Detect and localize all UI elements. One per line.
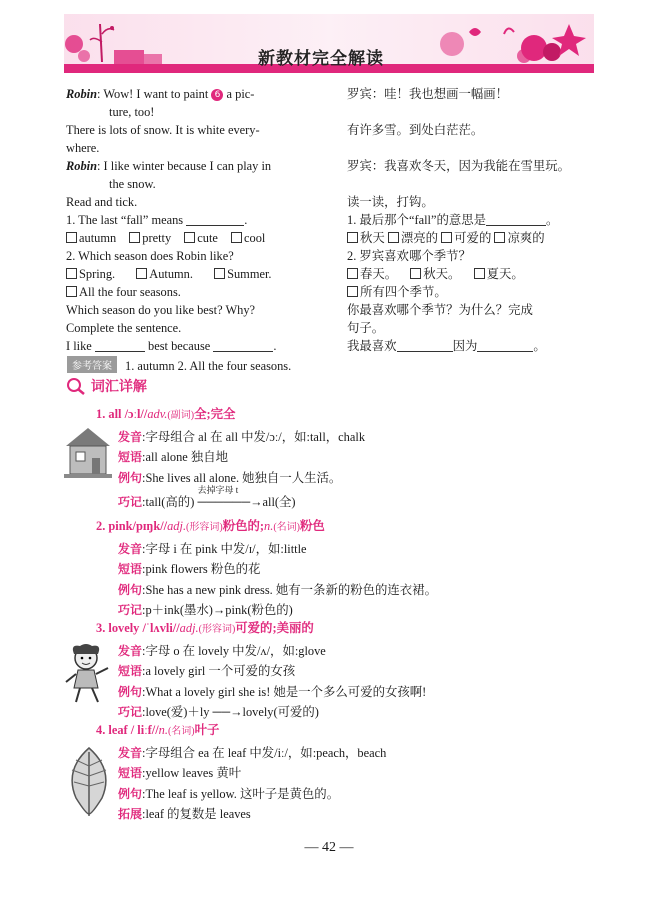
extension-row xyxy=(96,804,616,825)
answer-blank[interactable] xyxy=(95,339,145,352)
option-label: Summer. xyxy=(227,267,272,281)
checkbox[interactable] xyxy=(66,268,77,279)
pron-text: :字母组合 ea 在 leaf 中发/iː/，如:peach，beach xyxy=(142,745,387,760)
checkbox[interactable] xyxy=(184,232,195,243)
answer-blank xyxy=(486,213,546,226)
phrase-row xyxy=(96,559,616,580)
vocab-entry-leaf xyxy=(96,720,616,825)
pron-label: 发音 xyxy=(118,745,143,760)
sentence-part: 我最喜欢 xyxy=(347,339,397,353)
pos-chinese: (形容词) xyxy=(186,522,223,533)
tip-text: :p＋ink(墨水)→pink(粉色的) xyxy=(142,603,293,617)
answer-blank[interactable] xyxy=(213,339,273,352)
pos-chinese: (名词) xyxy=(167,726,195,737)
headword-line: 3. lovely /ˈlʌvli//adj.(形容词)可爱的;美丽的 xyxy=(96,621,314,635)
example-row xyxy=(96,682,616,703)
note-badge: 6 xyxy=(211,89,223,101)
pronunciation-row xyxy=(96,641,616,662)
pron-text: :字母 o 在 lovely 中发/ʌ/，如:glove xyxy=(142,643,326,658)
tip-arrow: 去掉字母 t ──────→ xyxy=(197,492,262,513)
part-of-speech: n. xyxy=(264,519,274,533)
dialogue-line: the snow. xyxy=(109,177,156,191)
question-3-instruction: Complete the sentence. xyxy=(66,321,182,335)
english-column xyxy=(66,85,328,355)
phrase-row xyxy=(96,447,616,468)
meaning: 全;完全 xyxy=(194,407,236,421)
example-row xyxy=(96,580,616,601)
question-3-zh: 你最喜欢哪个季节？为什么？完成 xyxy=(347,303,533,317)
option-label: 可爱的 xyxy=(454,231,492,245)
answer-blank[interactable] xyxy=(477,339,533,352)
tip-row xyxy=(96,485,616,513)
checkbox[interactable] xyxy=(214,268,225,279)
sentence-part: best because xyxy=(148,339,211,353)
example-row xyxy=(96,784,616,805)
meaning: 粉色 xyxy=(300,519,325,533)
question-1: 1. The last “fall” means . xyxy=(66,213,248,227)
checkbox[interactable] xyxy=(347,232,358,243)
page-number: — 42 — xyxy=(304,840,354,855)
phonetic: /ɔːl/ xyxy=(121,407,144,421)
headword: pink xyxy=(108,519,133,533)
phrase-text: :all alone 独自地 xyxy=(142,450,229,464)
narration-line: There is lots of snow. It is white every- xyxy=(66,123,260,137)
pos-chinese: (副词) xyxy=(167,410,195,421)
translation-line xyxy=(347,175,597,193)
chinese-column xyxy=(347,85,597,355)
part-of-speech: n. xyxy=(158,723,168,737)
pron-text: :字母组合 al 在 all 中发/ɔː/，如:tall，chalk xyxy=(142,429,366,444)
part-of-speech: adv. xyxy=(147,407,168,421)
pronunciation-row xyxy=(96,427,616,448)
meaning: 粉色的; xyxy=(222,519,265,533)
translation-line: 罗宾：哇！我也想画一幅画！ xyxy=(347,87,509,101)
checkbox[interactable] xyxy=(231,232,242,243)
tip-text: all(全) xyxy=(262,495,296,509)
option-label: autumn xyxy=(79,231,117,245)
example-text: :She has a new pink dress. 她有一条新的粉色的连衣裙。 xyxy=(142,582,437,597)
headword-line: 2. pink/pɪŋk//adj.(形容词)粉色的;n.(名词)粉色 xyxy=(96,519,325,533)
instruction-line: Read and tick. xyxy=(66,195,138,209)
reference-answers xyxy=(67,356,291,374)
pron-label: 发音 xyxy=(118,541,143,556)
sentence-part: I like xyxy=(66,339,92,353)
question-3-zh-cont: 句子。 xyxy=(347,321,385,335)
headword: all xyxy=(108,407,122,421)
dialogue-text: Wow! I want to paint xyxy=(103,87,209,101)
question-text: 1. The last “fall” means xyxy=(66,213,184,227)
option-label: 凉爽的 xyxy=(507,231,545,245)
option-label: Autumn. xyxy=(149,267,193,281)
question-2-options xyxy=(66,265,328,283)
phrase-row xyxy=(96,763,616,784)
part-of-speech: adj. xyxy=(179,621,199,635)
dialogue-line: Robin: I like winter because I can play in xyxy=(66,159,272,173)
sentence-part: 。 xyxy=(533,339,546,353)
headword-line: 1. all /ɔːl//adv.(副词)全;完全 xyxy=(96,407,236,421)
meaning: 叶子 xyxy=(194,723,220,737)
speaker-name: Robin xyxy=(66,87,97,101)
checkbox[interactable] xyxy=(347,286,358,297)
example-label: 例句 xyxy=(118,786,143,801)
example-text: :The leaf is yellow. 这叶子是黄色的。 xyxy=(142,786,340,801)
meaning: 可爱的;美丽的 xyxy=(235,621,314,635)
question-3: Which season do you like best? Why? xyxy=(66,303,256,317)
option-label: pretty xyxy=(142,231,172,245)
question-2: 2. Which season does Robin like? xyxy=(66,249,234,263)
example-label: 例句 xyxy=(118,684,143,699)
ext-label: 拓展 xyxy=(118,807,143,821)
phrase-text: :yellow leaves 黄叶 xyxy=(142,766,242,780)
pron-label: 发音 xyxy=(118,429,143,444)
narration-line: where. xyxy=(66,141,100,155)
example-label: 例句 xyxy=(118,582,143,597)
vocab-entry-lovely xyxy=(96,618,616,723)
question-1-zh: 1. 最后那个“fall”的意思是 。 xyxy=(347,213,559,227)
checkbox[interactable] xyxy=(129,232,140,243)
phonetic: / liːf/ xyxy=(127,723,156,737)
pos-chinese: (形容词) xyxy=(198,624,236,635)
part-of-speech: adj. xyxy=(167,519,187,533)
option-label: 所有四个季节。 xyxy=(360,285,447,299)
option-label: 漂亮的 xyxy=(400,231,439,245)
headword: lovely xyxy=(108,621,140,635)
speaker-name: Robin xyxy=(66,159,97,173)
answer-blank[interactable] xyxy=(397,339,453,352)
example-label: 例句 xyxy=(118,470,143,485)
example-text: :She lives all alone. 她独自一人生活。 xyxy=(142,470,342,485)
option-label: 秋天。 xyxy=(423,267,461,281)
tip-label: 巧记 xyxy=(118,705,143,719)
checkbox[interactable] xyxy=(136,268,147,279)
checkbox[interactable] xyxy=(494,232,505,243)
pronunciation-row xyxy=(96,539,616,560)
section-title xyxy=(66,376,147,396)
dialogue-text: a pic- xyxy=(223,87,255,101)
option-label: 春天。 xyxy=(360,267,398,281)
magnifier-icon xyxy=(66,377,86,395)
question-2-options-zh xyxy=(347,265,597,283)
sentence-part: 因为 xyxy=(452,339,478,353)
phrase-label: 短语 xyxy=(118,766,143,780)
option-label: All the four seasons. xyxy=(79,285,181,299)
phonetic: /ˈlʌvli/ xyxy=(139,621,177,635)
phrase-label: 短语 xyxy=(118,450,143,464)
answer-text: 1. autumn 2. All the four seasons. xyxy=(125,359,292,373)
option-label: 秋天 xyxy=(360,231,385,245)
question-2-option-all-zh xyxy=(347,283,597,301)
sentence-part: . xyxy=(273,339,277,353)
translation-line: 有许多雪。到处白茫茫。 xyxy=(347,123,484,137)
pos-chinese: (名词) xyxy=(273,522,300,533)
checkbox[interactable] xyxy=(66,232,77,243)
option-label: Spring. xyxy=(79,267,116,281)
phrase-label: 短语 xyxy=(118,562,143,576)
ext-text: :leaf 的复数是 leaves xyxy=(142,807,251,821)
question-3-sentence-zh xyxy=(347,337,597,355)
phrase-text: :pink flowers 粉色的花 xyxy=(142,562,261,576)
phonetic: /pɪŋk/ xyxy=(132,519,164,533)
phrase-text: :a lovely girl 一个可爱的女孩 xyxy=(142,664,296,678)
question-1-options xyxy=(66,229,328,247)
section-title-text: 词汇详解 xyxy=(90,379,147,395)
translation-line: 罗宾：我喜欢冬天，因为我能在雪里玩。 xyxy=(347,159,571,173)
tip-label: 巧记 xyxy=(118,603,143,617)
option-label: 夏天。 xyxy=(486,267,524,281)
page-header xyxy=(64,14,594,76)
tip-annotation: 去掉字母 t xyxy=(197,485,239,495)
checkbox[interactable] xyxy=(66,286,77,297)
dialogue-line: Robin: Wow! I want to paint 6 a pic- xyxy=(66,87,255,101)
translation-line: 读一读，打钩。 xyxy=(347,195,434,209)
option-label: cool xyxy=(244,231,266,245)
checkbox[interactable] xyxy=(441,232,452,243)
question-3-sentence xyxy=(66,337,328,355)
question-2-option-all xyxy=(66,283,328,301)
pron-text: :字母 i 在 pink 中发/ɪ/，如:little xyxy=(142,541,307,556)
answer-tag: 参考答案 xyxy=(67,356,117,373)
answer-blank xyxy=(186,213,244,226)
option-label: cute xyxy=(197,231,218,245)
translation-line xyxy=(347,139,597,157)
tip-text: :love(爱)＋ly ──→lovely(可爱的) xyxy=(142,705,319,719)
vocab-entry-all xyxy=(96,404,616,513)
checkbox[interactable] xyxy=(388,232,399,243)
vocab-entry-pink xyxy=(96,516,616,621)
checkbox[interactable] xyxy=(474,268,485,279)
question-2-zh: 2. 罗宾喜欢哪个季节？ xyxy=(347,249,471,263)
phrase-label: 短语 xyxy=(118,664,143,678)
tip-text: :tall(高的) xyxy=(142,495,195,509)
pronunciation-row xyxy=(96,743,616,764)
example-text: :What a lovely girl she is! 她是一个多么可爱的女孩啊! xyxy=(142,684,427,699)
tip-label: 巧记 xyxy=(118,495,143,509)
phrase-row xyxy=(96,661,616,682)
example-row xyxy=(96,468,616,489)
checkbox[interactable] xyxy=(410,268,421,279)
header-title: 新教材完全解读 xyxy=(258,49,384,69)
headword: leaf xyxy=(108,723,128,737)
checkbox[interactable] xyxy=(347,268,358,279)
headword-line: 4. leaf / liːf//n.(名词)叶子 xyxy=(96,723,220,737)
dialogue-line: ture, too! xyxy=(109,105,155,119)
dialogue-text: I like winter because I can play in xyxy=(103,159,272,173)
question-text: 1. 最后那个“fall”的意思是 xyxy=(347,213,487,227)
question-1-options-zh xyxy=(347,229,597,247)
pron-label: 发音 xyxy=(118,643,143,658)
translation-line xyxy=(347,103,597,121)
